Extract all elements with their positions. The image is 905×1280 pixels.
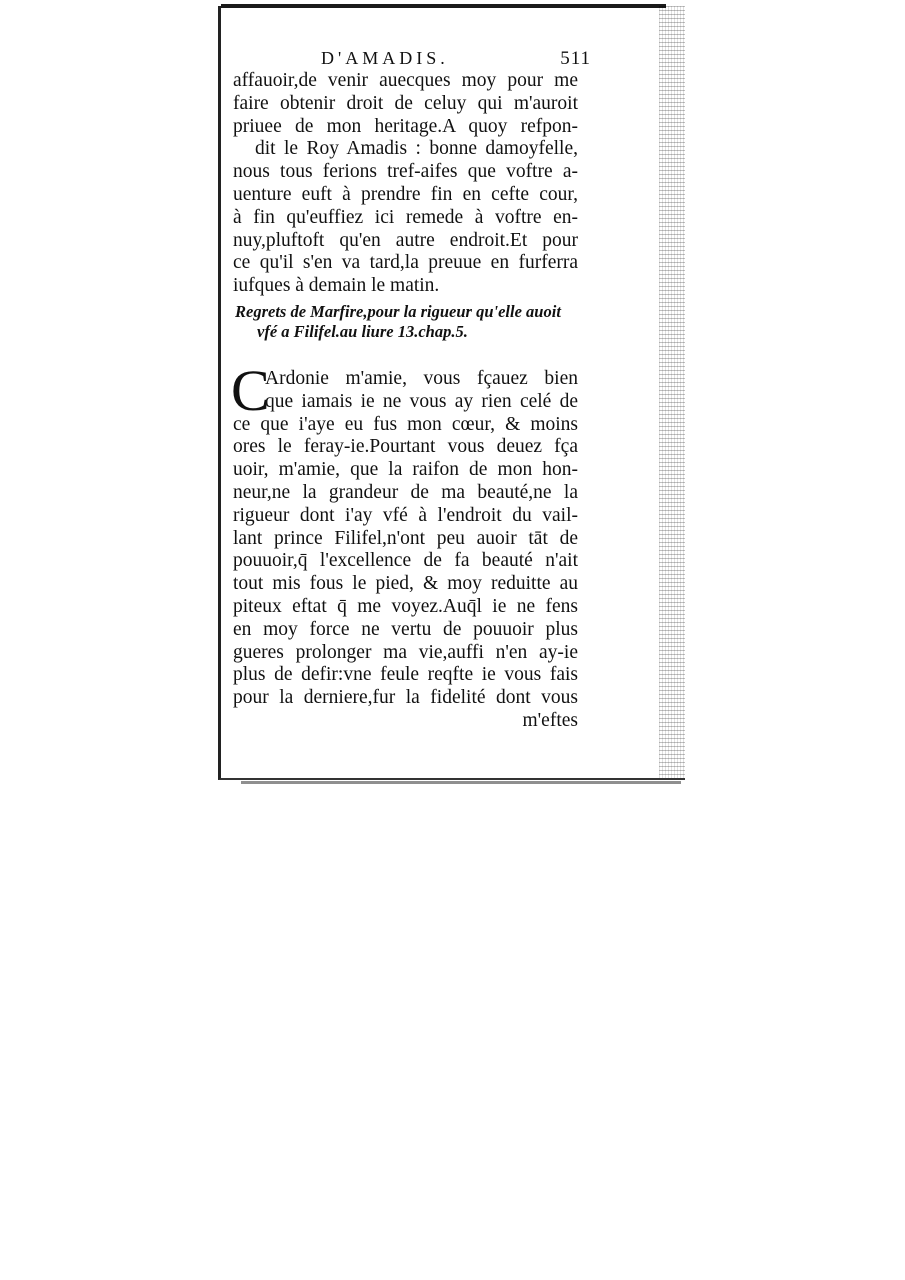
heading-line: Regrets de Marfire,pour la rigueur qu'elle auoit [235,302,561,321]
text-line: faire obtenir droit de celuy qui m'auroit [233,92,578,114]
text-line: nuy,pluftoft qu'en autre endroit.Et pour [233,229,578,251]
text-line: pouuoir,q̄ l'excellence de fa beauté n'ait [233,550,578,572]
text-line: pour la derniere,fur la fidelité dont vous [233,687,578,709]
text-line: gueres prolonger ma vie,auffi n'en ay-ie [233,641,578,663]
heading-line: vfé a Filifel.au liure 13.chap.5. [257,322,468,341]
drop-cap: C [231,358,270,423]
text-line: affauoir,de venir auecques moy pour me [233,70,578,91]
text-line: ce que i'aye eu fus mon cœur, & moins [233,413,578,435]
text-line: Ardonie m'amie, vous fçauez bien [265,368,578,389]
text-line: piteux eftat q̄ me voyez.Auq̄l ie ne fens [233,595,578,617]
paragraph-2 [231,358,578,733]
text-line: que iamais ie ne vous ay rien celé de [265,390,578,412]
text-line: ores le feray-ie.Pourtant vous deuez fça [233,436,578,458]
page-bottom-shadow [241,781,681,784]
running-title: D'AMADIS. [321,48,449,68]
paragraph-1 [233,70,578,298]
page-top-edge [221,4,666,8]
text-line: rigueur dont i'ay vfé à l'endroit du vail- [233,504,578,526]
text-line: à fin qu'euffiez ici remede à voftre en- [233,206,578,228]
text-line: neur,ne la grandeur de ma beauté,ne la [233,481,578,503]
text-line: uenture euft à prendre fin en cefte cour, [233,183,578,205]
text-line: tout mis fous le pied, & moy reduitte au [233,573,578,595]
page-fore-edge [659,6,685,778]
scanned-book-page [218,6,685,780]
section-heading [235,302,580,342]
text-line: iufques à demain le matin. [233,275,440,297]
catchword: m'eftes [522,709,578,731]
text-line: dit le Roy Amadis : bonne damoyfelle, [255,138,578,160]
text-line: ce qu'il s'en va tard,la preuue en furferra [233,252,578,274]
text-line: lant prince Filifel,n'ont peu auoir tāt de [233,527,578,549]
text-line: plus de defir:vne feule reqfte ie vous fais [233,664,578,686]
text-line: nous tous ferions tref-aifes que voftre a- [233,161,578,183]
text-line: uoir, m'amie, que la raifon de mon hon- [233,459,578,481]
page-number: 511 [560,48,591,69]
text-line: priuee de mon heritage.A quoy refpon- [233,115,578,137]
text-line: en moy force ne vertu de pouuoir plus [233,618,578,640]
